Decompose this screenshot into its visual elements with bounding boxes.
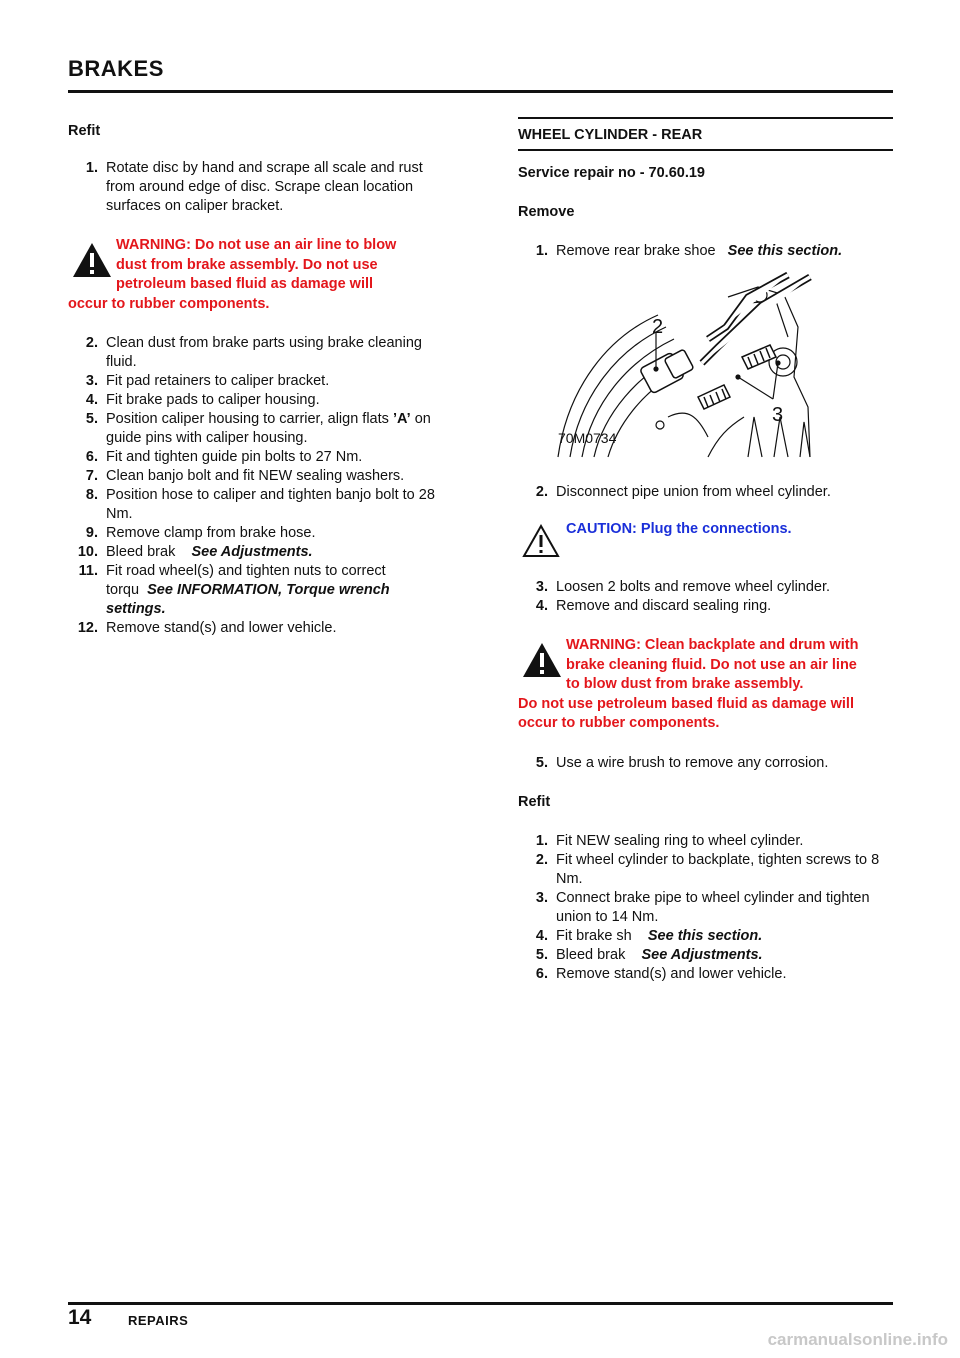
page-title: BRAKES <box>68 56 164 81</box>
refit-step: 9. Remove clamp from brake hose. <box>85 525 316 541</box>
section-rule-top <box>518 117 893 119</box>
header-rule <box>68 90 893 93</box>
service-repair-number: Service repair no - 70.60.19 <box>518 165 705 181</box>
refit-heading-right: Refit <box>518 793 551 810</box>
caution-text: CAUTION: Plug the connections. <box>566 521 792 537</box>
callout-3: 3 <box>772 404 784 426</box>
wheel-cylinder-illustration <box>548 267 848 463</box>
warning-block <box>68 236 448 314</box>
cross-reference-link[interactable]: See Adjustments. <box>641 946 763 963</box>
warning-line-1: WARNING: Clean backplate and drum with <box>566 637 859 653</box>
caution-triangle-icon <box>522 524 560 558</box>
refit-step: 6. Fit and tighten guide pin bolts to 27 Nm. <box>85 449 363 465</box>
right-column-body <box>518 164 894 984</box>
refit-step: 3. Connect brake pipe to wheel cylinder and tighten union to 14 Nm. <box>535 889 870 925</box>
warning-line-4: occur to rubber components. <box>68 295 270 312</box>
remove-step-3: 3. Loosen 2 bolts and remove wheel cylinder. <box>535 579 831 595</box>
footer-section-label: REPAIRS <box>128 1313 189 1328</box>
remove-step-5: 5. Use a wire brush to remove any corrosion. <box>535 754 829 771</box>
refit-step: 5. Bleed brak See Adjustments. <box>535 946 763 963</box>
warning-triangle-icon <box>72 242 112 278</box>
warning-block-right <box>518 636 894 734</box>
refit-step: 2. Fit wheel cylinder to backplate, tighten screws to 8 Nm. <box>535 851 880 887</box>
right-column <box>518 126 894 145</box>
remove-step-2: 2. Disconnect pipe union from wheel cylinder. <box>535 484 831 500</box>
caution-block <box>518 520 894 560</box>
footer-rule <box>68 1302 893 1305</box>
refit-step: 2. Clean dust from brake parts using brake cleaning fluid. <box>85 335 422 370</box>
warning-line-3: to blow dust from brake assembly. <box>566 676 804 692</box>
cross-reference-link[interactable]: See INFORMATION, Torque wrench settings. <box>106 582 390 617</box>
refit-step: 4. Fit brake sh See this section. <box>535 927 763 944</box>
refit-step: 11. Fit road wheel(s) and tighten nuts to correct torqu See INFORMATION, Torque wrench settings. <box>78 563 390 617</box>
refit-step: 8. Position hose to caliper and tighten banjo bolt to 28 Nm. <box>85 487 435 522</box>
warning-line-2: dust from brake assembly. Do not use <box>116 256 378 273</box>
remove-step-4: 4. Remove and discard sealing ring. <box>535 598 772 614</box>
refit-heading: Refit <box>68 123 101 139</box>
cross-reference-link[interactable]: See this section. <box>727 243 843 259</box>
refit-step: 7. Clean banjo bolt and fit NEW sealing washers. <box>85 468 405 484</box>
refit-step: 6. Remove stand(s) and lower vehicle. <box>535 965 787 982</box>
refit-step: 1. Fit NEW sealing ring to wheel cylinder. <box>535 832 804 849</box>
remove-heading: Remove <box>518 204 575 220</box>
refit-step-1: 1. Rotate disc by hand and scrape all scale and rust from around edge of disc. Scrape clean location surfaces on caliper bracket. <box>85 160 423 214</box>
page-number: 14 <box>68 1306 92 1329</box>
warning-line-3: petroleum based fluid as damage will <box>116 276 374 292</box>
refit-step: 10. Bleed brak See Adjustments. <box>77 544 313 560</box>
warning-line-4: Do not use petroleum based fluid as damage will <box>518 695 854 712</box>
refit-step: 3. Fit pad retainers to caliper bracket. <box>85 373 330 389</box>
refit-step: 4. Fit brake pads to caliper housing. <box>85 392 320 408</box>
section-rule-bottom <box>518 149 893 151</box>
remove-step-1: 1. Remove rear brake shoe See this section. <box>535 243 843 259</box>
refit-step: 12. Remove stand(s) and lower vehicle. <box>77 620 337 636</box>
watermark: carmanualsonline.info <box>767 1330 948 1349</box>
warning-triangle-icon <box>522 642 562 678</box>
warning-line-2: brake cleaning fluid. Do not use an air line <box>566 656 857 673</box>
warning-line-1: WARNING: Do not use an air line to blow <box>116 237 397 253</box>
figure-code: 70M0734 <box>558 430 617 446</box>
callout-2: 2 <box>652 316 664 338</box>
cross-reference-link[interactable]: See this section. <box>647 927 763 944</box>
section-title: WHEEL CYLINDER - REAR <box>518 127 703 143</box>
cross-reference-link[interactable]: See Adjustments. <box>191 544 313 560</box>
left-column <box>68 122 448 638</box>
warning-line-5: occur to rubber components. <box>518 715 720 731</box>
refit-step: 5. Position caliper housing to carrier, align flats ’A’ on guide pins with caliper housing. <box>85 411 431 446</box>
